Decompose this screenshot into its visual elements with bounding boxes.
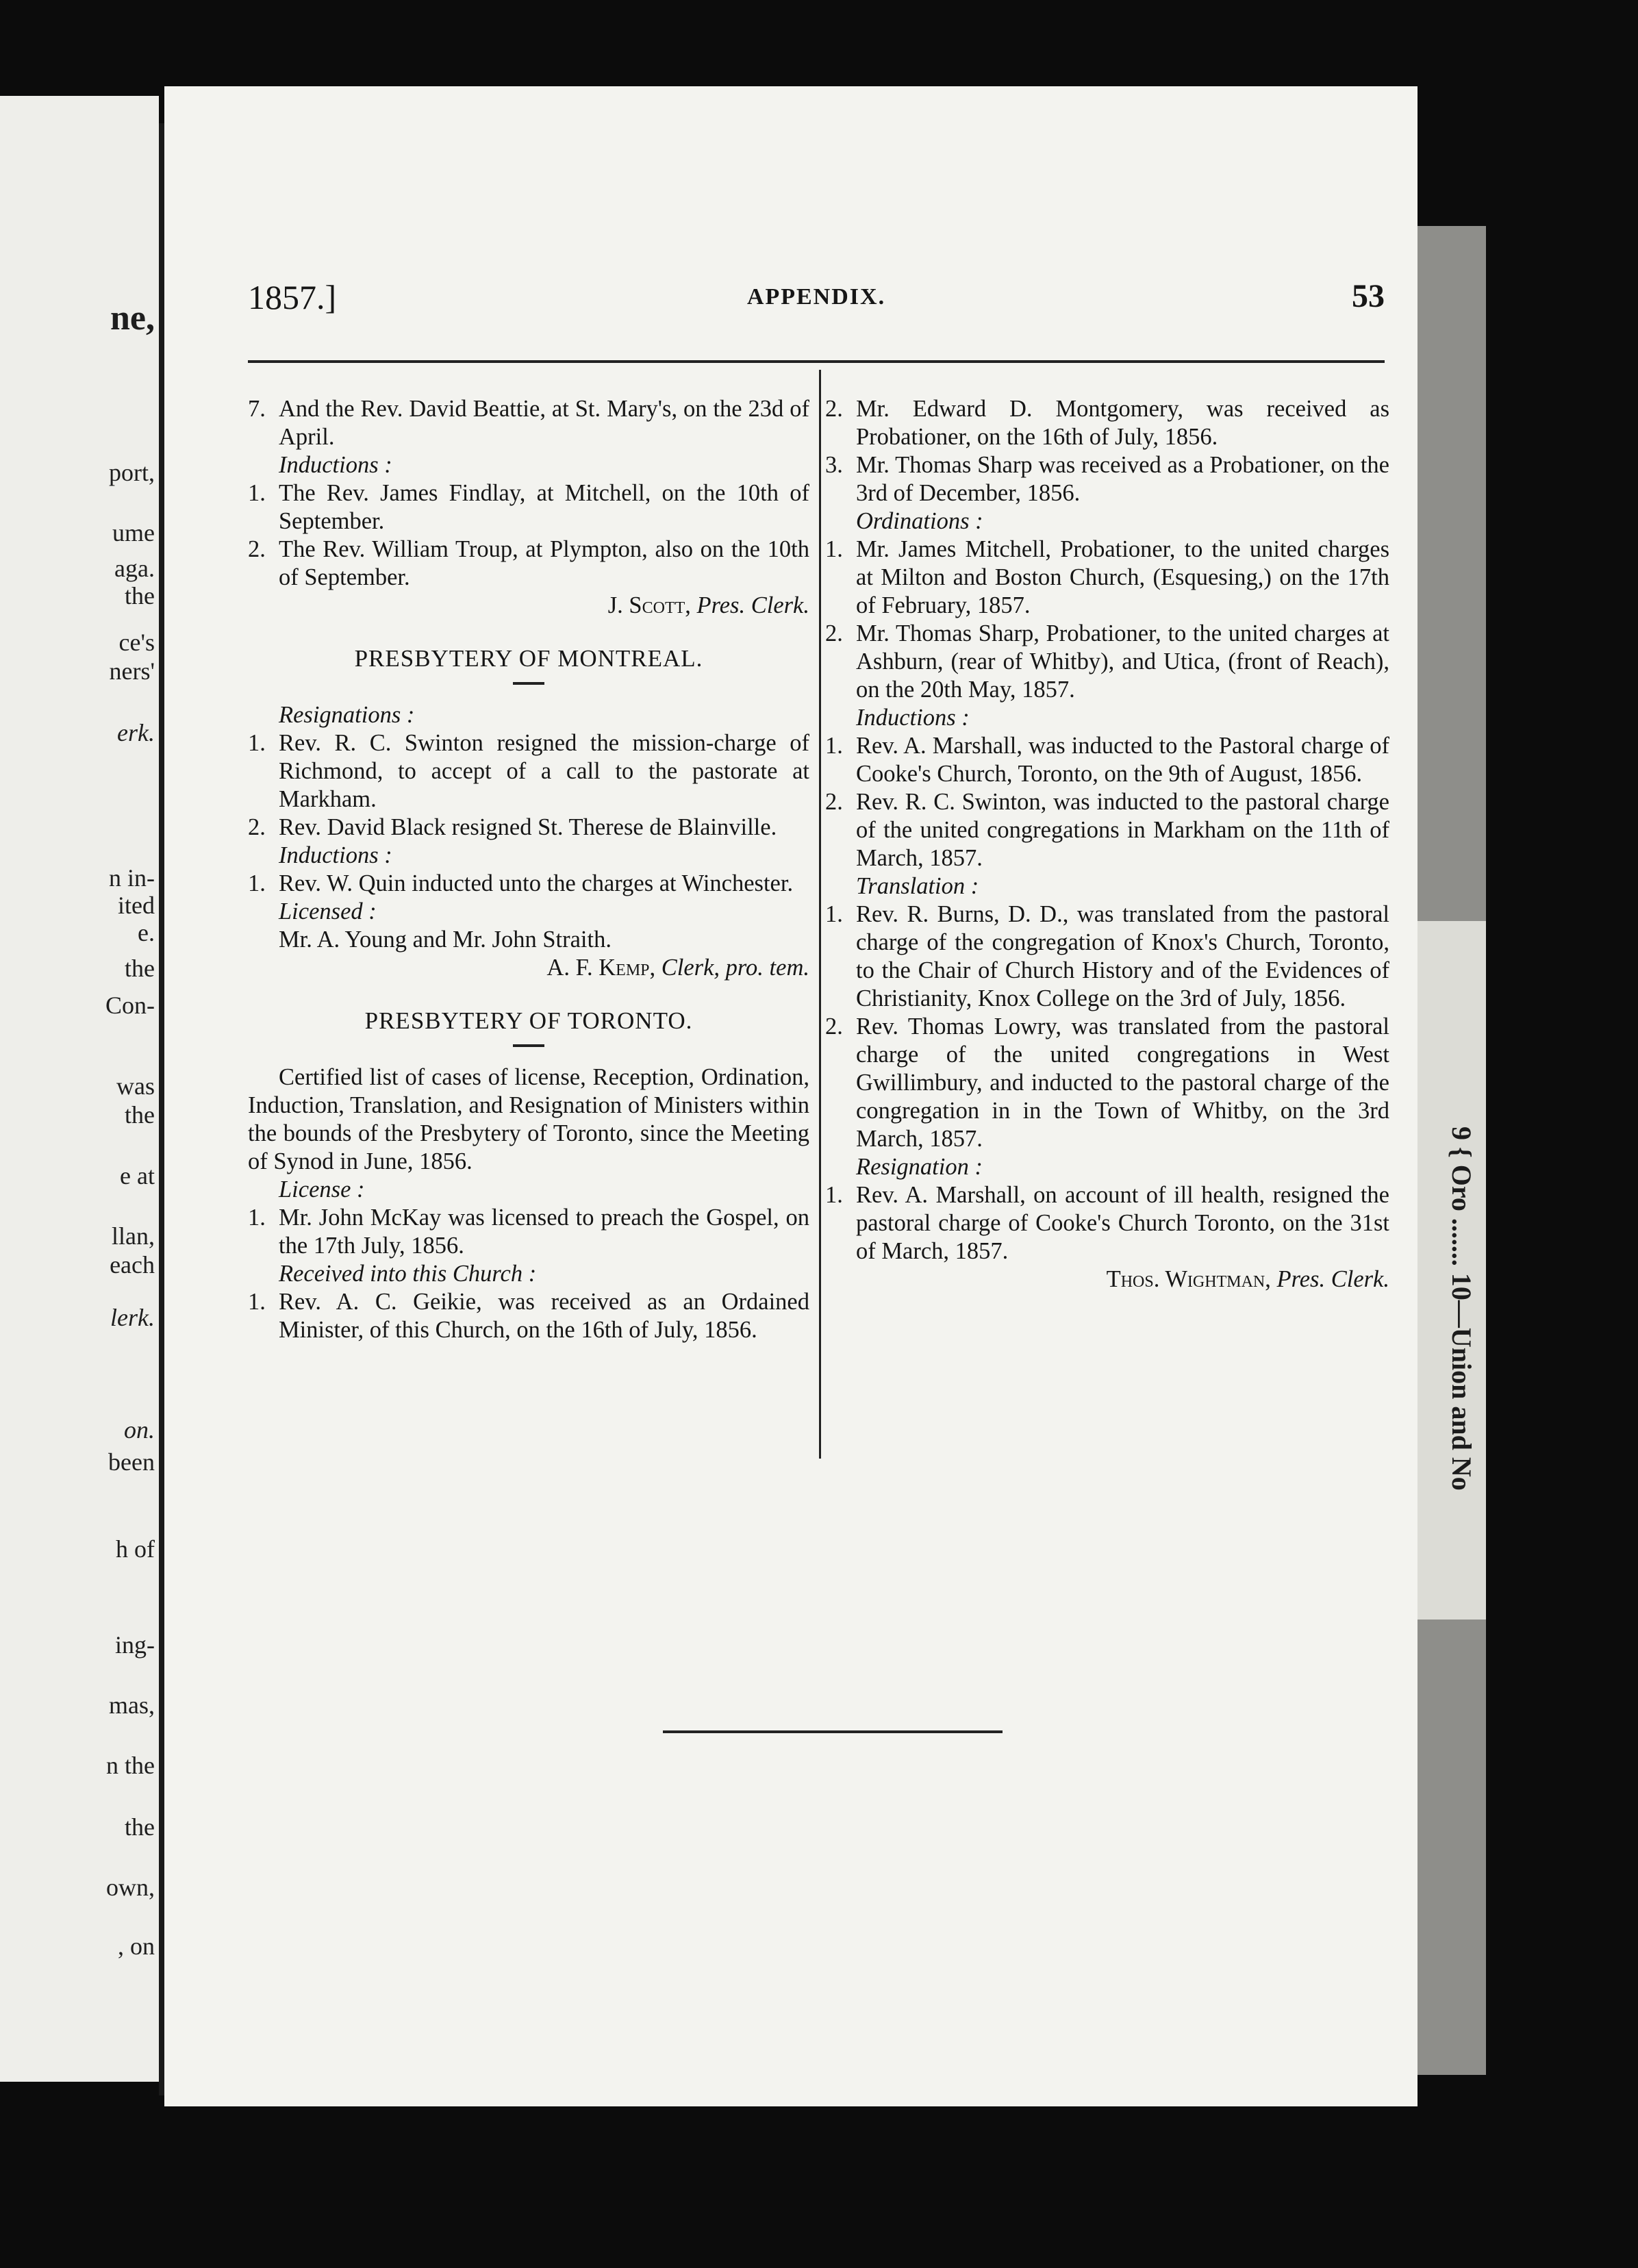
facing-page-text: been [108, 1448, 155, 1476]
montreal-inductions-heading: Inductions : [279, 842, 392, 868]
item-number: 1. [248, 1289, 266, 1315]
item-number: 1. [248, 870, 266, 896]
facing-page-text: ing- [115, 1631, 155, 1659]
inductions-heading: Inductions : [279, 452, 392, 478]
right-column [825, 395, 1389, 1294]
list-item [825, 1013, 1389, 1153]
item-text: Rev. W. Quin inducted unto the charges at Winchester. [279, 870, 794, 896]
list-item [825, 536, 1389, 620]
signature-wightman [825, 1265, 1389, 1294]
item-number: 1. [825, 901, 843, 927]
resignation-heading: Resignation : [856, 1154, 983, 1180]
facing-page-text: ited [118, 892, 155, 919]
item-text: Mr. Edward D. Montgomery, was received as Probationer, on the 16th of July, 1856. [856, 396, 1389, 450]
facing-page-text: each [110, 1251, 155, 1278]
facing-page-fragment [0, 96, 159, 2082]
list-item [248, 1204, 809, 1260]
top-items [825, 395, 1389, 507]
list-item [825, 620, 1389, 704]
closing-rule [663, 1730, 1003, 1733]
map-label: 9 { Oro ....... 10—Union and No [1446, 1126, 1477, 1491]
ordinations-list [825, 536, 1389, 704]
signature-name: A. F. Kemp, [546, 955, 656, 981]
item-number: 7. [248, 396, 266, 422]
resignations-list [248, 729, 809, 842]
item-text: The Rev. William Troup, at Plympton, also on the 10th of September. [279, 536, 809, 590]
left-column [248, 395, 809, 1344]
item-text: And the Rev. David Beattie, at St. Mary's, on the 23d of April. [279, 396, 809, 450]
item-number: 1. [825, 1182, 843, 1208]
list-item [825, 732, 1389, 788]
list-item [825, 788, 1389, 872]
running-header [248, 277, 1385, 325]
item-text: Mr. John McKay was licensed to preach the Gospel, on the 17th July, 1856. [279, 1205, 809, 1259]
item-text: Rev. A. Marshall, was inducted to the Pastoral charge of Cooke's Church, Toronto, on the 9th of August, 1856. [856, 733, 1389, 787]
facing-page-text: , on [118, 1932, 155, 1960]
licensed-text: Mr. A. Young and Mr. John Straith. [279, 927, 612, 953]
facing-page-text: ume [112, 519, 155, 546]
item-text: Mr. Thomas Sharp, Probationer, to the united charges at Ashburn, (rear of Whitby), and Utica, (front of Reach), on the 20th May, 1857. [856, 620, 1389, 703]
item-number: 1. [248, 480, 266, 506]
signature-name: Thos. Wightman, [1106, 1266, 1271, 1292]
facing-page-text: aga. [114, 555, 155, 582]
list-item [825, 1181, 1389, 1265]
item-text: Rev. David Black resigned St. Therese de Blainville. [279, 814, 777, 840]
section-dash [513, 682, 544, 685]
list-item [248, 814, 809, 842]
header-year: 1857.] [248, 278, 337, 316]
header-rule [248, 360, 1385, 363]
item-number: 2. [248, 536, 266, 562]
item-text: Rev. A. C. Geikie, was received as an Ordained Minister, of this Church, on the 16th of July, 1856. [279, 1289, 809, 1343]
item-text: Rev. R. Burns, D. D., was translated from the pastoral charge of the congregation of Knox's Church, Toronto, to the Chair of Church History and of the Evidences of Christianity, Knox College on the 3rd of July, 1856. [856, 901, 1389, 1011]
inductions-list [825, 732, 1389, 872]
list-item [248, 479, 809, 536]
item-text: Mr. Thomas Sharp was received as a Probationer, on the 3rd of December, 1856. [856, 452, 1389, 506]
facing-page-text: the [125, 955, 155, 982]
folded-map-strip [1412, 921, 1486, 1620]
item-text: Rev. R. C. Swinton resigned the mission-charge of Richmond, to accept of a call to the pastorate at Markham. [279, 730, 809, 812]
facing-page-text: the [125, 1813, 155, 1841]
section-dash [513, 1044, 544, 1047]
facing-page-text: ners' [109, 657, 155, 685]
facing-page-text: the [125, 1101, 155, 1129]
list-item [825, 900, 1389, 1013]
toronto-paragraph: Certified list of cases of license, Reception, Ordination, Induction, Translation, and Resignation of Ministers within the bounds of the Presbytery of Toronto, since the Meeting of Synod in June, 1856. [248, 1064, 809, 1174]
facing-page-text: erk. [117, 719, 155, 746]
montreal-section-title: PRESBYTERY OF MONTREAL. [354, 645, 703, 672]
license-list [248, 1204, 809, 1260]
resignations-heading: Resignations : [279, 702, 415, 728]
license-heading: License : [279, 1176, 365, 1202]
item-number: 1. [248, 730, 266, 756]
top-items [248, 395, 809, 451]
facing-page-text: ne, [110, 299, 155, 338]
list-item [248, 395, 809, 451]
facing-page-text: ce's [118, 629, 155, 656]
facing-page-text: llan, [112, 1222, 155, 1250]
list-item [825, 451, 1389, 507]
item-number: 1. [825, 733, 843, 759]
facing-page-text: lerk. [110, 1304, 155, 1331]
facing-page-text: n in- [109, 864, 155, 892]
list-item [248, 536, 809, 592]
received-heading: Received into this Church : [279, 1261, 537, 1287]
item-number: 2. [825, 620, 843, 646]
item-text: Rev. A. Marshall, on account of ill health, resigned the pastoral charge of Cooke's Church Toronto, on the 31st of March, 1857. [856, 1182, 1389, 1264]
inductions-heading: Inductions : [856, 705, 970, 731]
facing-page-text: port, [109, 459, 155, 486]
signature-title: Pres. Clerk. [696, 592, 809, 618]
item-number: 1. [825, 536, 843, 562]
item-number: 2. [825, 1013, 843, 1040]
header-title: APPENDIX. [746, 284, 886, 310]
item-number: 2. [825, 396, 843, 422]
montreal-inductions-list [248, 870, 809, 898]
facing-page-text: own, [106, 1874, 155, 1901]
toronto-section-title: PRESBYTERY OF TORONTO. [364, 1007, 693, 1034]
facing-page-text: h of [116, 1535, 155, 1563]
ordinations-heading: Ordinations : [856, 508, 983, 534]
item-number: 2. [825, 789, 843, 815]
facing-page-text: on. [124, 1416, 155, 1444]
item-text: Mr. James Mitchell, Probationer, to the united charges at Milton and Boston Church, (Esquesing,) on the 17th of February, 1857. [856, 536, 1389, 618]
facing-page-text: e at [120, 1162, 155, 1189]
signature-title: Clerk, pro. tem. [661, 955, 809, 981]
list-item [248, 870, 809, 898]
received-list [248, 1288, 809, 1344]
item-number: 1. [248, 1205, 266, 1231]
facing-page-text: the [125, 582, 155, 609]
list-item [825, 395, 1389, 451]
item-text: Rev. Thomas Lowry, was translated from the pastoral charge of the united congregations in West Gwillimbury, and inducted to the pastoral charge of the congregation in in the Town of Whitby, on the 3rd March, 1857. [856, 1013, 1389, 1152]
item-text: Rev. R. C. Swinton, was inducted to the pastoral charge of the united congregations in Markham on the 11th of March, 1857. [856, 789, 1389, 871]
signature-kemp [248, 954, 809, 982]
item-text: The Rev. James Findlay, at Mitchell, on the 10th of September. [279, 480, 809, 534]
column-divider [819, 370, 821, 1459]
facing-page-text: Con- [105, 992, 155, 1019]
translation-heading: Translation : [856, 873, 979, 899]
facing-page-text: mas, [109, 1691, 155, 1719]
signature-name: J. Scott, [607, 592, 691, 618]
list-item [248, 729, 809, 814]
list-item [248, 1288, 809, 1344]
translations-list [825, 900, 1389, 1153]
item-number: 3. [825, 452, 843, 478]
item-number: 2. [248, 814, 266, 840]
signature-title: Pres. Clerk. [1276, 1266, 1389, 1292]
signature-scott [248, 592, 809, 620]
facing-page-text: e. [138, 919, 155, 946]
facing-page-text: n the [106, 1752, 155, 1779]
resignations-list [825, 1181, 1389, 1265]
facing-page-text: was [116, 1072, 155, 1100]
inductions-list [248, 479, 809, 592]
licensed-heading: Licensed : [279, 898, 377, 924]
page-number: 53 [1352, 278, 1385, 314]
